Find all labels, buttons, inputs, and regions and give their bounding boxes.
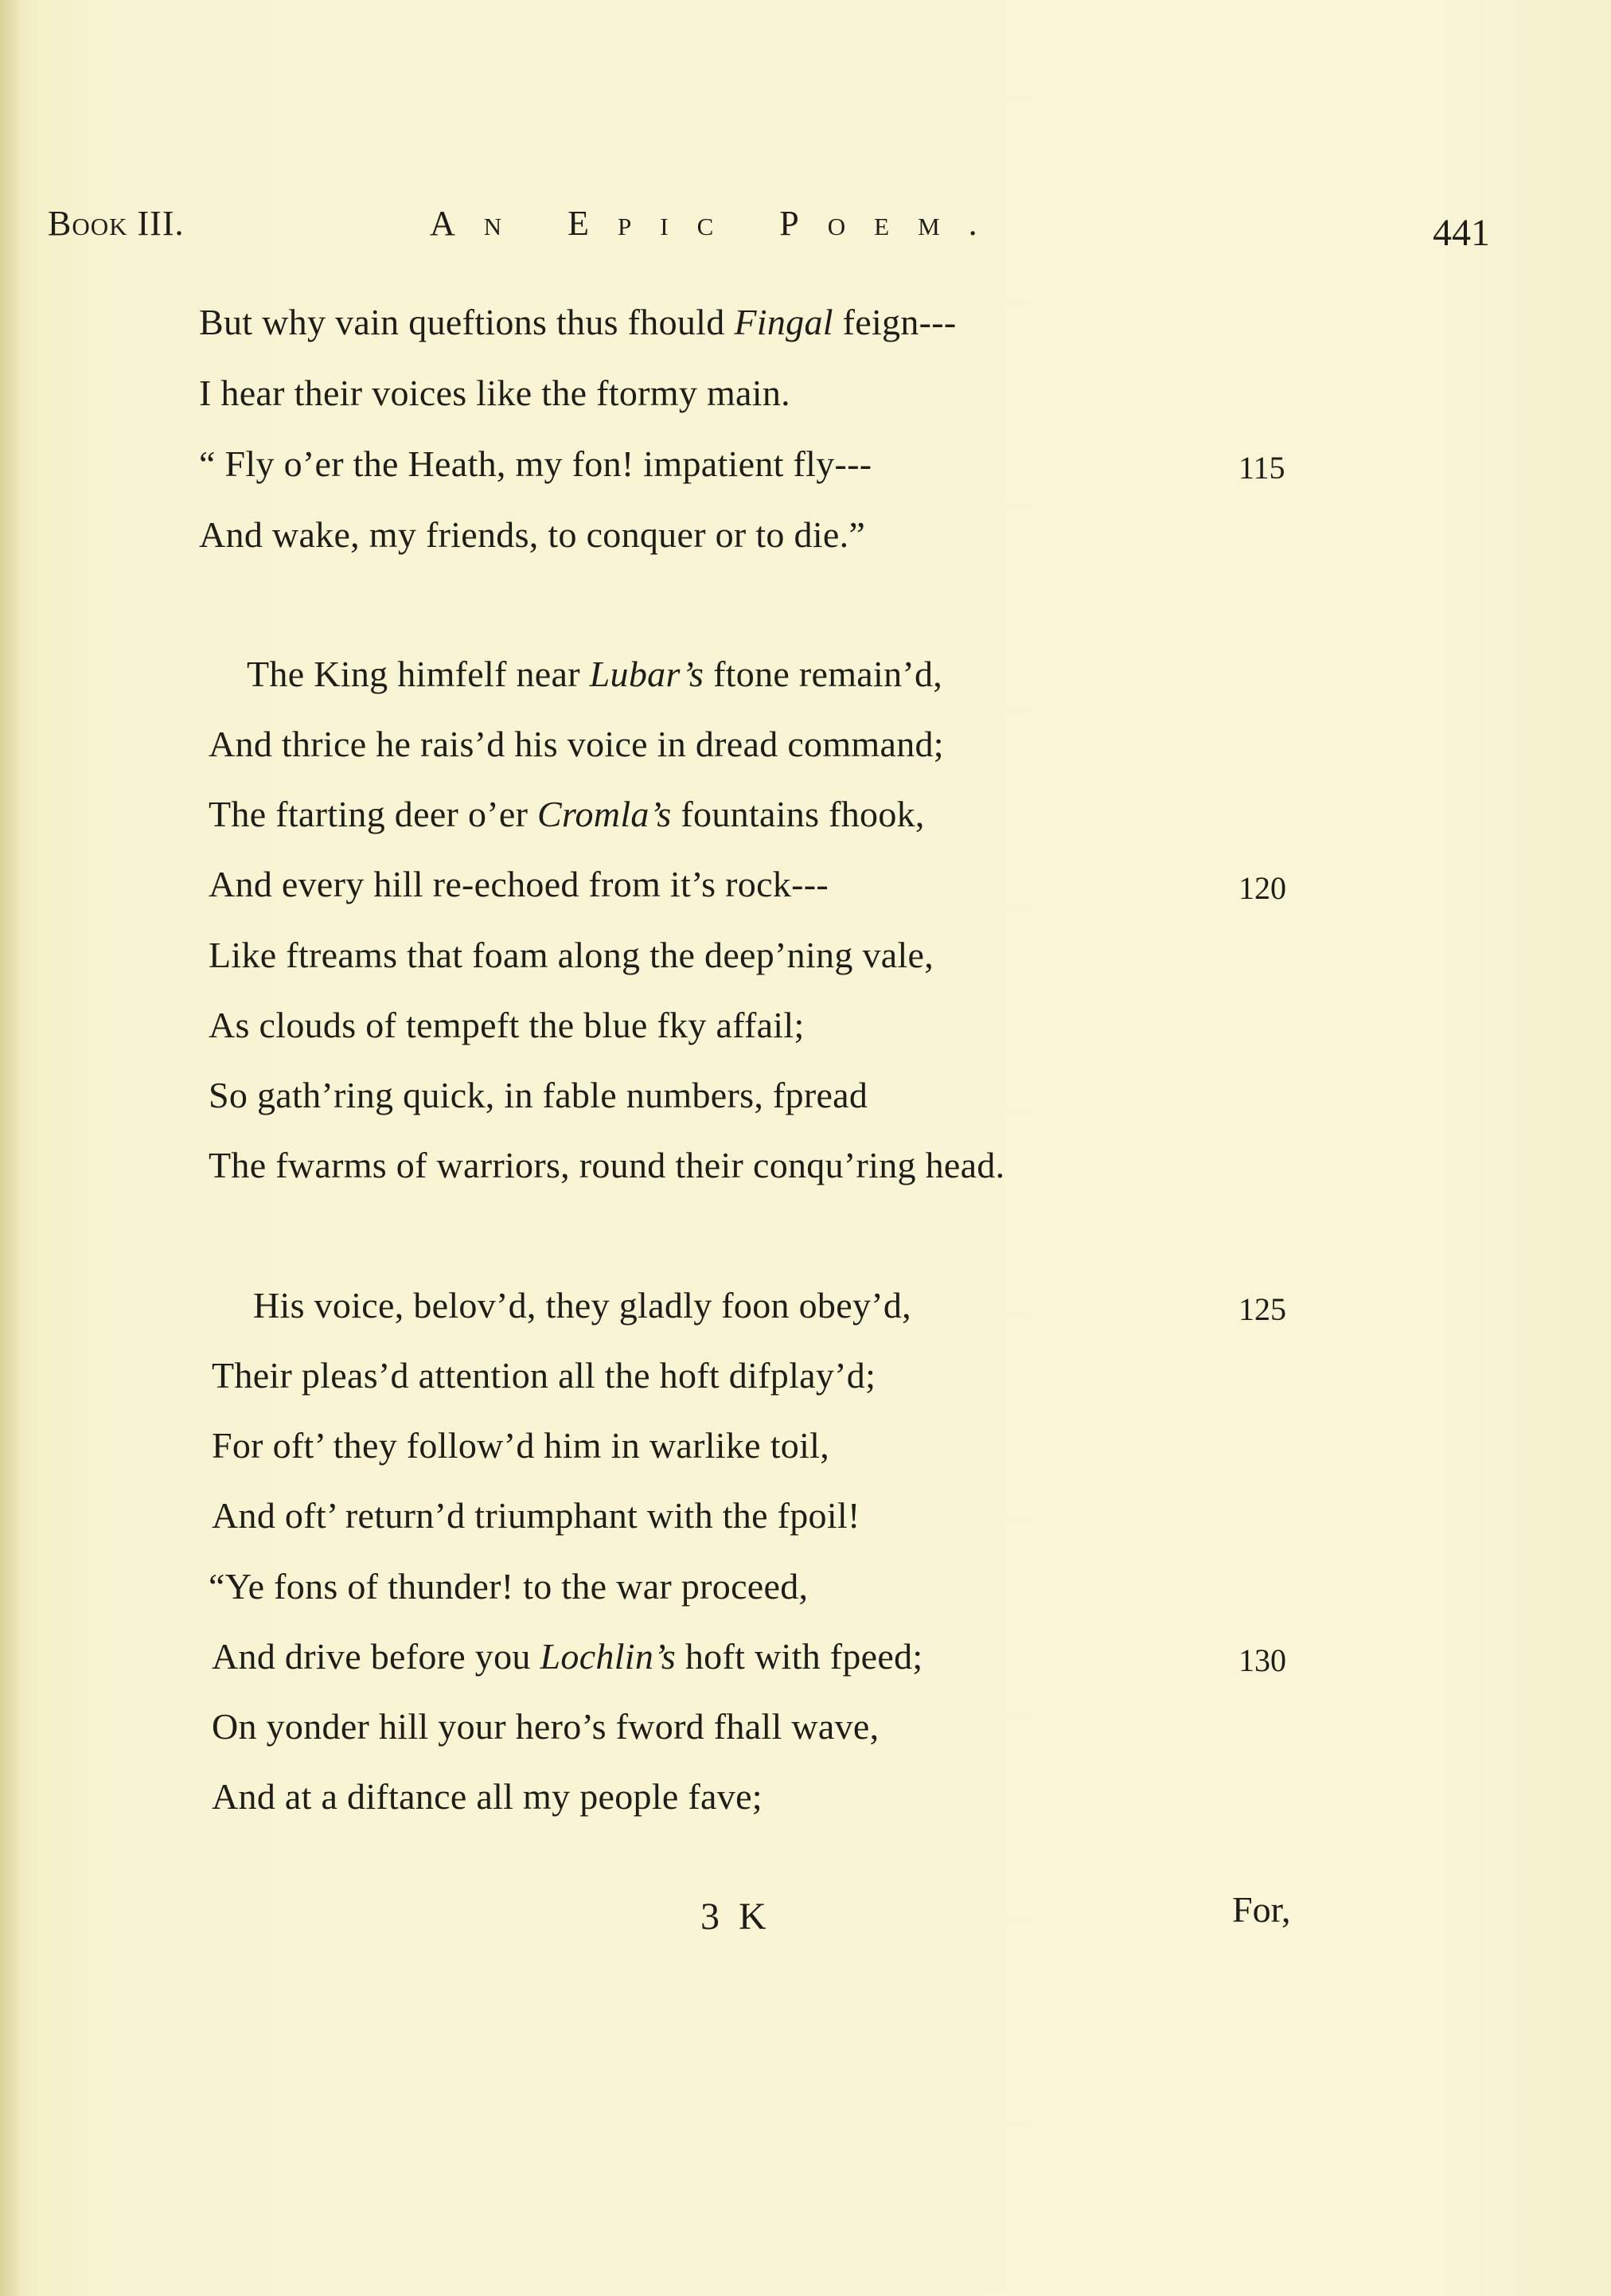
verse-line: On yonder hill your hero’s fword fhall wave, — [212, 1706, 880, 1747]
catchword: For, — [1232, 1889, 1291, 1930]
verse-line: I hear their voices like the ftormy main. — [199, 373, 790, 413]
verse-line: And every hill re-echoed from it’s rock--- — [209, 864, 829, 904]
line-number: 120 — [1238, 870, 1286, 906]
verse-line: As clouds of tempeft the blue fky affail; — [209, 1005, 805, 1045]
line-number: 125 — [1238, 1291, 1286, 1327]
verse-line: Like ftreams that foam along the deep’ning vale, — [209, 935, 934, 975]
verse-line: His voice, belov’d, they gladly foon obey’d, — [253, 1285, 911, 1326]
verse-line: So gath’ring quick, in fable numbers, fpread — [209, 1075, 868, 1115]
line-number: 115 — [1238, 450, 1285, 486]
running-title: An Epic Poem. — [430, 204, 1006, 243]
verse-line: The ftarting deer o’er Cromla’s fountains fhook, — [209, 794, 925, 834]
verse-line: And thrice he rais’d his voice in dread command; — [209, 724, 944, 764]
verse-line: And oft’ return’d triumphant with the fpoil! — [212, 1495, 860, 1536]
verse-line: And drive before you Lochlin’s hoft with fpeed; — [212, 1636, 923, 1677]
verse-line: “Ye fons of thunder! to the war proceed, — [209, 1566, 809, 1607]
book-label: Book III. — [48, 204, 185, 243]
verse-line: And wake, my friends, to conquer or to die.” — [199, 514, 866, 555]
verse-line: For oft’ they follow’d him in warlike toil, — [212, 1425, 830, 1466]
verse-line: The King himfelf near Lubar’s ftone remain’d, — [247, 654, 943, 694]
line-number: 130 — [1238, 1642, 1286, 1678]
verse-line: The fwarms of warriors, round their conqu’ring head. — [209, 1145, 1005, 1185]
verse-line: “ Fly o’er the Heath, my fon! impatient fly--- — [199, 443, 872, 484]
verse-line: And at a diftance all my people fave; — [212, 1776, 763, 1817]
verse-line: But why vain queftions thus fhould Fingal feign--- — [199, 302, 957, 342]
page-number: 441 — [1433, 212, 1490, 254]
signature-mark: 3 K — [700, 1896, 771, 1938]
verse-line: Their pleas’d attention all the hoft difplay’d; — [212, 1355, 876, 1396]
